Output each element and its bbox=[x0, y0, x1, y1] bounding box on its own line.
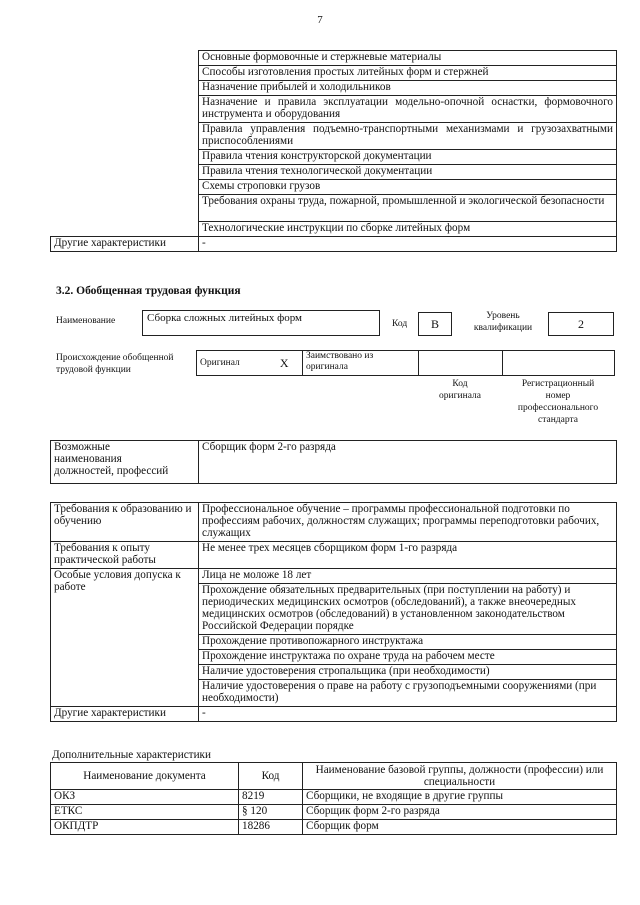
condition-item: Прохождение обязательных предварительных (при поступлении на работу) и периодических медицинских осмотров (обследований), а также внеочередных медицинских осмотров (обследований) в установленном законодательством Российской Федерации порядке bbox=[199, 584, 617, 635]
header-cell: Наименование документа bbox=[51, 763, 239, 790]
group-name-cell: Сборщики, не входящие в другие группы bbox=[303, 790, 617, 805]
knowledge-item: Требования охраны труда, пожарной, промышленной и экологической безопасности bbox=[199, 195, 617, 222]
positions-value: Сборщик форм 2-го разряда bbox=[199, 441, 617, 484]
function-name-value: Сборка сложных литейных форм bbox=[147, 312, 303, 324]
code-cell: 8219 bbox=[239, 790, 303, 805]
knowledge-item: Назначение и правила эксплуатации модельно-опочной оснастки, формовочного инструмента и оборудования bbox=[199, 96, 617, 123]
group-name-cell: Сборщик форм bbox=[303, 820, 617, 835]
caption-line: профессионального bbox=[517, 403, 599, 413]
origin-label-line: Происхождение обобщенной bbox=[56, 353, 174, 363]
condition-item: Лица не моложе 18 лет bbox=[199, 569, 617, 584]
caption-line: стандарта bbox=[538, 415, 578, 425]
caption-line: номер bbox=[545, 391, 571, 401]
positions-label bbox=[51, 441, 199, 484]
knowledge-label-cell bbox=[51, 51, 199, 237]
code-label: Код bbox=[392, 319, 408, 329]
additional-table bbox=[50, 762, 617, 835]
borrowed-label-line: оригинала bbox=[306, 362, 348, 372]
function-name-box bbox=[142, 310, 380, 336]
header-cell: Код bbox=[239, 763, 303, 790]
code-original-caption bbox=[418, 378, 502, 402]
code-box bbox=[418, 312, 452, 336]
positions-label-line: должностей, профессий bbox=[54, 465, 169, 477]
doc-name-cell: ОКЗ bbox=[51, 790, 239, 805]
original-mark: X bbox=[267, 351, 303, 376]
additional-title: Дополнительные характеристики bbox=[52, 749, 211, 761]
positions-table bbox=[50, 440, 617, 484]
positions-label-line: наименования bbox=[54, 453, 122, 465]
caption-line: Регистрационный bbox=[521, 379, 595, 389]
other-characteristics-value: - bbox=[199, 237, 617, 252]
page-number: 7 bbox=[317, 14, 323, 26]
requirements-other-label: Другие характеристики bbox=[51, 707, 199, 722]
level-box bbox=[548, 312, 614, 336]
education-label: Требования к образованию и обучению bbox=[51, 503, 199, 542]
conditions-label: Особые условия допуска к работе bbox=[51, 569, 199, 707]
doc-name-cell: ЕТКС bbox=[51, 805, 239, 820]
knowledge-item: Правила управления подъемно-транспортными механизмами и грузозахватными приспособлениями bbox=[199, 123, 617, 150]
group-name-cell: Сборщик форм 2-го разряда bbox=[303, 805, 617, 820]
name-label: Наименование bbox=[56, 316, 116, 326]
table-row bbox=[51, 805, 617, 820]
level-label-line: Уровень bbox=[486, 311, 520, 321]
other-characteristics-label: Другие характеристики bbox=[51, 237, 199, 252]
code-cell: 18286 bbox=[239, 820, 303, 835]
condition-item: Наличие удостоверения о праве на работу с грузоподъемными сооружениями (при необходимости) bbox=[199, 680, 617, 707]
code-cell: § 120 bbox=[239, 805, 303, 820]
section-title: 3.2. Обобщенная трудовая функция bbox=[56, 285, 241, 297]
origin-label bbox=[56, 352, 196, 376]
level-value: 2 bbox=[578, 317, 584, 331]
experience-value: Не менее трех месяцев сборщиком форм 1-го разряда bbox=[199, 542, 617, 569]
knowledge-item: Назначение прибылей и холодильников bbox=[199, 81, 617, 96]
level-label bbox=[468, 310, 538, 334]
origin-label-line: трудовой функции bbox=[56, 365, 131, 375]
knowledge-table bbox=[50, 50, 617, 252]
code-value: B bbox=[430, 317, 439, 331]
code-original-cell bbox=[419, 351, 503, 376]
knowledge-item: Схемы строповки грузов bbox=[199, 180, 617, 195]
education-value: Профессиональное обучение – программы профессиональной подготовки по профессиям рабочих, должностям служащих; программы переподготовки рабочих, служащих bbox=[199, 503, 617, 542]
table-row bbox=[51, 820, 617, 835]
table-header-row bbox=[51, 763, 617, 790]
experience-label: Требования к опыту практической работы bbox=[51, 542, 199, 569]
knowledge-item: Основные формовочные и стержневые материалы bbox=[199, 51, 617, 66]
knowledge-item: Правила чтения конструкторской документации bbox=[199, 150, 617, 165]
knowledge-item: Правила чтения технологической документации bbox=[199, 165, 617, 180]
requirements-table bbox=[50, 502, 617, 722]
origin-table bbox=[196, 350, 615, 376]
caption-line: Код bbox=[452, 379, 468, 389]
caption-line: оригинала bbox=[439, 391, 481, 401]
borrowed-label-line: Заимствовано из bbox=[306, 351, 374, 361]
original-label: Оригинал bbox=[197, 351, 267, 376]
condition-item: Прохождение противопожарного инструктажа bbox=[199, 635, 617, 650]
knowledge-item: Способы изготовления простых литейных форм и стержней bbox=[199, 66, 617, 81]
requirements-other-value: - bbox=[199, 707, 617, 722]
table-row bbox=[51, 790, 617, 805]
knowledge-item: Технологические инструкции по сборке литейных форм bbox=[199, 222, 617, 237]
doc-name-cell: ОКПДТР bbox=[51, 820, 239, 835]
condition-item: Прохождение инструктажа по охране труда на рабочем месте bbox=[199, 650, 617, 665]
header-cell: Наименование базовой группы, должности (профессии) или специальности bbox=[303, 763, 617, 790]
level-label-line: квалификации bbox=[473, 323, 533, 333]
reg-number-cell bbox=[503, 351, 615, 376]
borrowed-label bbox=[303, 351, 419, 376]
reg-number-caption bbox=[502, 378, 614, 426]
condition-item: Наличие удостоверения стропальщика (при необходимости) bbox=[199, 665, 617, 680]
positions-label-line: Возможные bbox=[54, 441, 110, 453]
